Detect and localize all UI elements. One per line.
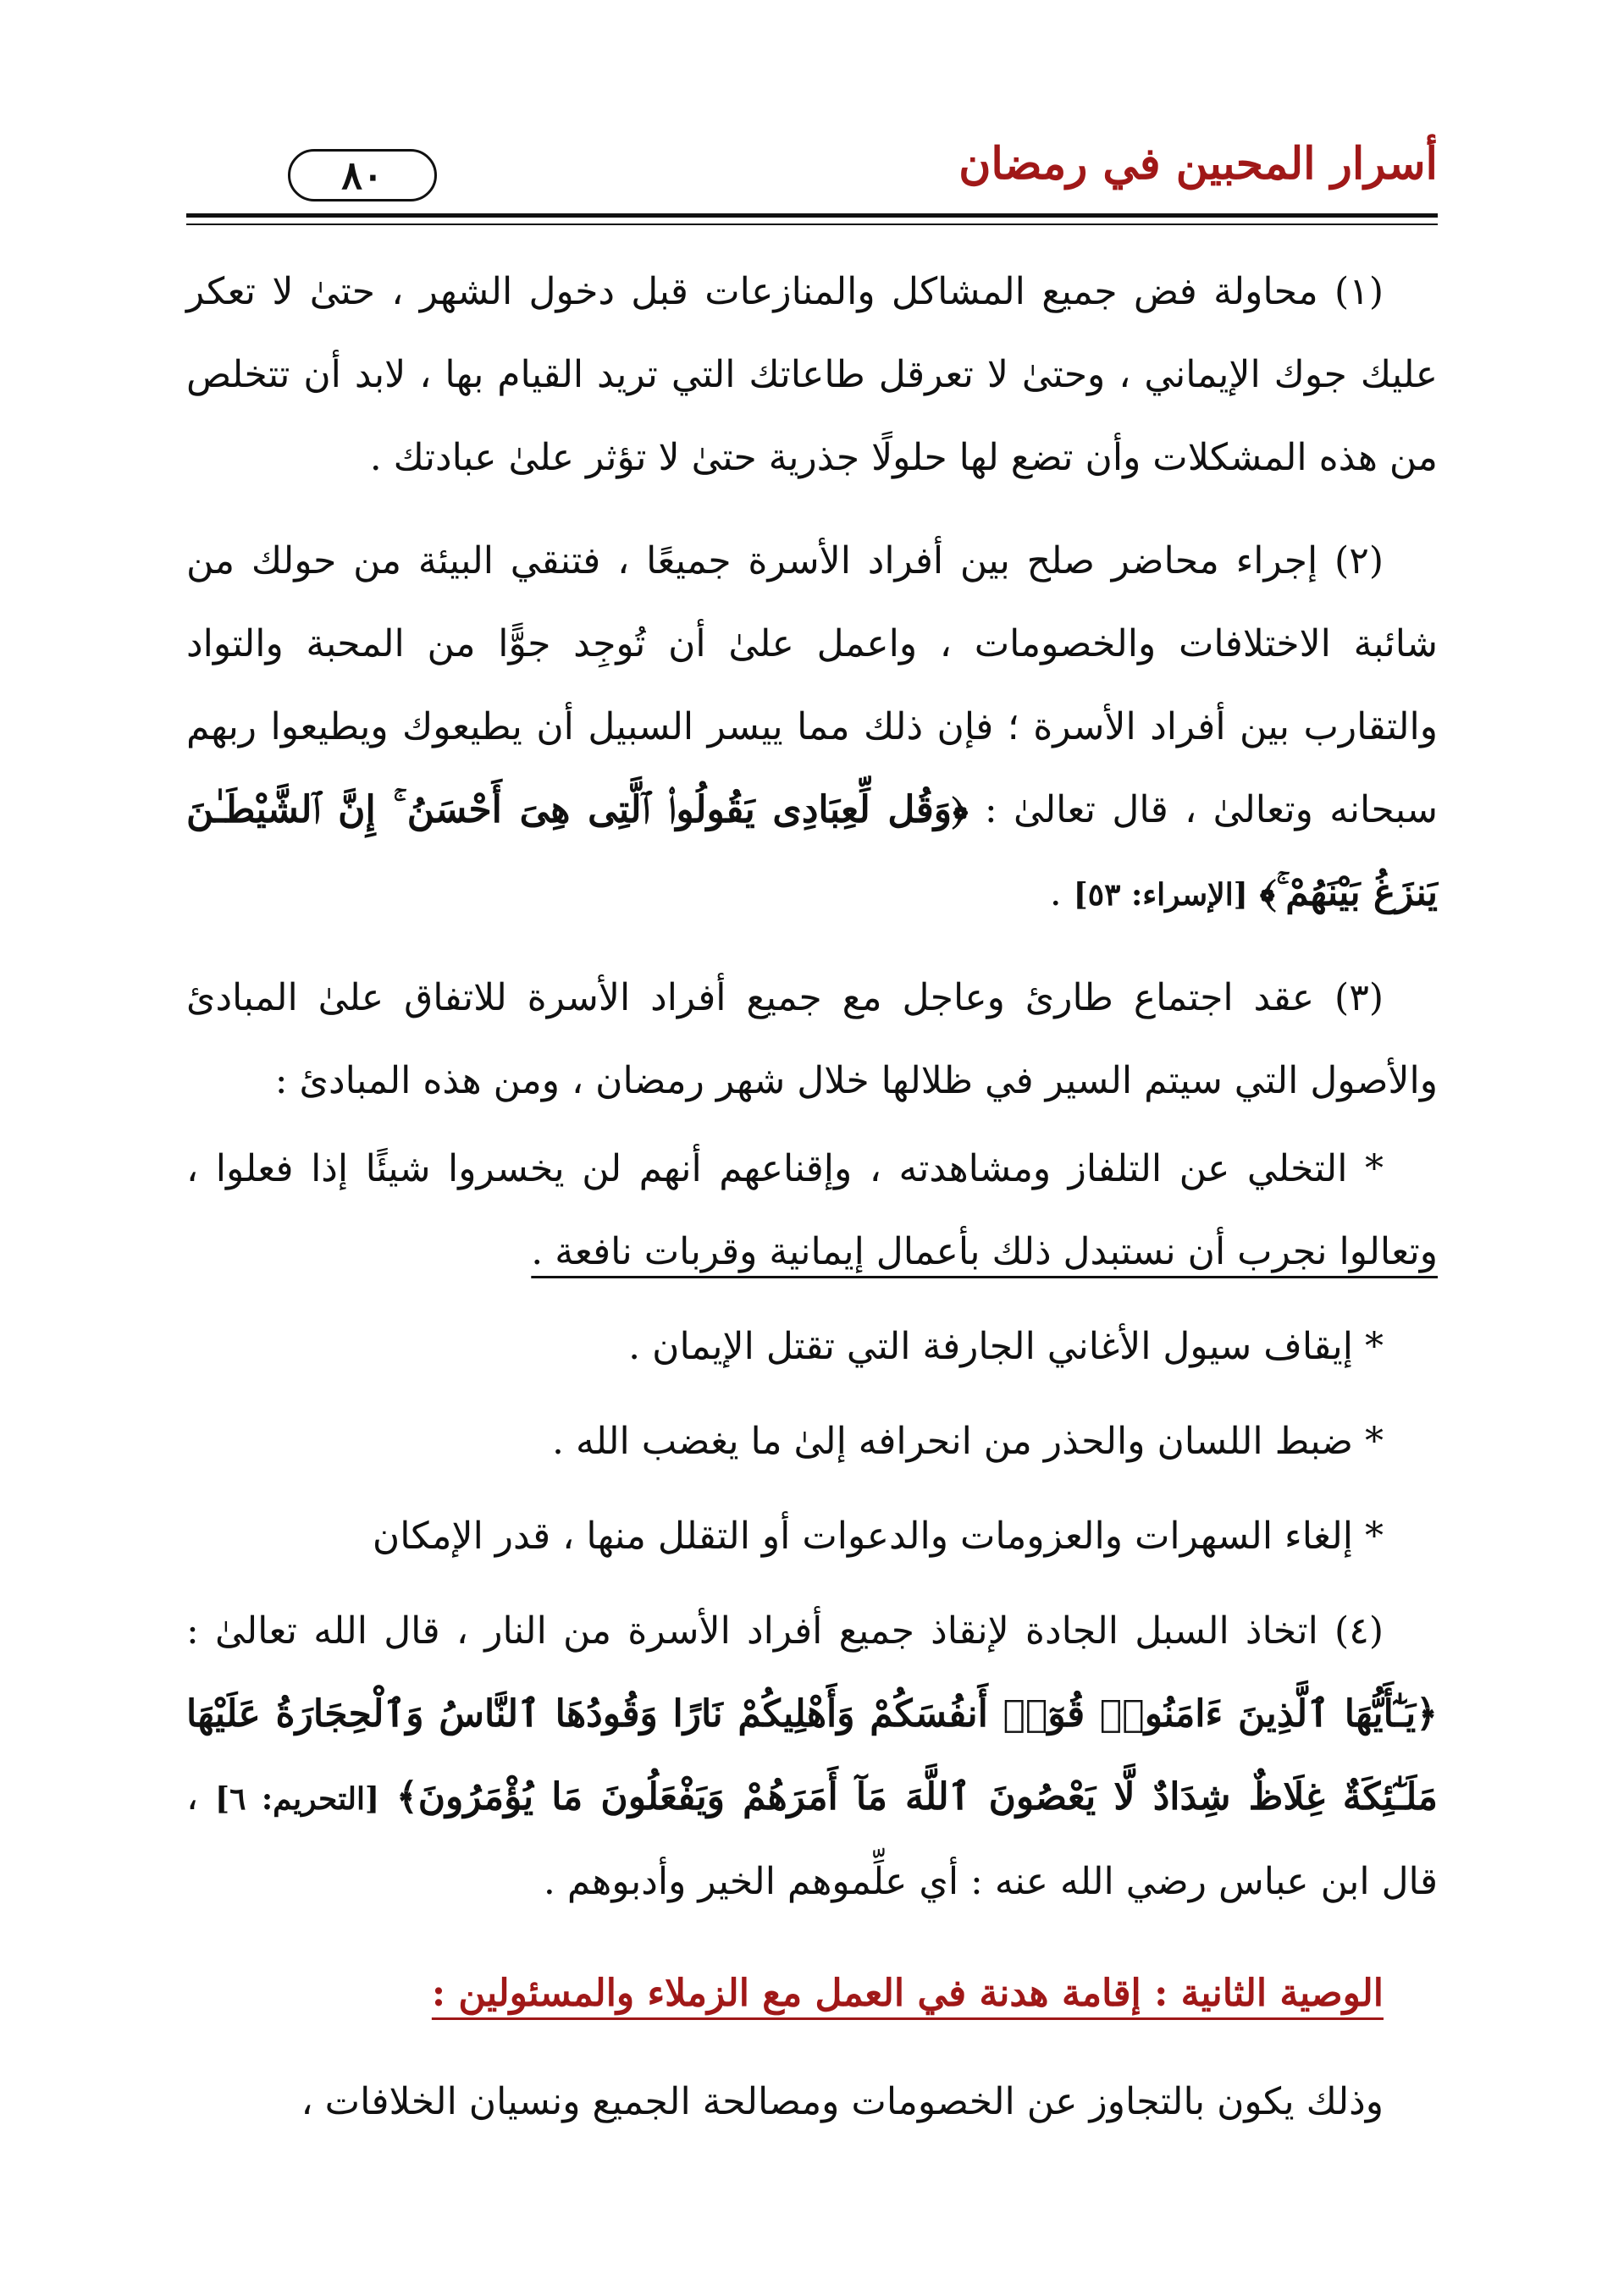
section-heading-text: الوصية الثانية : إقامة هدنة في العمل مع الزملاء والمسئولين : xyxy=(431,1972,1384,2015)
verse-reference-tahrim: [التحريم: ٦] xyxy=(215,1781,380,1817)
paragraph-2 xyxy=(186,520,1438,936)
bullet-item-4: * إلغاء السهرات والعزومات والدعوات أو التقلل منها ، قدر الإمكان xyxy=(372,1515,1384,1558)
page-body xyxy=(186,251,1438,2164)
paragraph-1: (١) محاولة فض جميع المشاكل والمنازعات قبل دخول الشهر ، حتىٰ لا تعكر عليك جوك الإيماني ، وحتىٰ لا تعرقل طاعاتك التي تريد القيام بها ، لابد أن تتخلص من هذه المشكلات وأن تضع لها حلولًا جذرية حتىٰ لا تؤثر علىٰ عبادتك . xyxy=(186,270,1438,479)
verse-reference-isra: [الإسراء: ٥٣] xyxy=(1073,877,1248,913)
quran-verse-isra: ﴿وَقُل لِّعِبَادِى يَقُولُوا۟ ٱلَّتِى هِىَ أَحْسَنُ ۚ إِنَّ ٱلشَّيْطَـٰنَ يَنزَغُ بَيْنَهُمْ ۚ﴾ xyxy=(186,788,1438,914)
bullet-item-3: * ضبط اللسان والحذر من انحرافه إلىٰ ما يغضب الله . xyxy=(551,1420,1384,1463)
header-rule-thick xyxy=(186,213,1438,218)
page-number-badge xyxy=(288,149,437,201)
quran-verse-tahrim: ﴿يَـٰٓأَيُّهَا ٱلَّذِينَ ءَامَنُوا۟ قُوٓا۟ أَنفُسَكُمْ وَأَهْلِيكُمْ نَارًا وَقُودُهَا ٱلنَّاسُ وَٱلْحِجَارَةُ عَلَيْهَا مَلَـٰٓئِكَةٌ غِلَاظٌ شِدَادٌ لَّا يَعْصُونَ ٱللَّهَ مَآ أَمَرَهُمْ وَيَفْعَلُونَ مَا يُؤْمَرُونَ﴾ xyxy=(186,1692,1438,1819)
paragraph-3: (٣) عقد اجتماع طارئ وعاجل مع جميع أفراد الأسرة للاتفاق علىٰ المبادئ والأصول التي سيتم السير في ظلالها خلال شهر رمضان ، ومن هذه المبادئ : xyxy=(186,976,1438,1102)
bullet-item-1 xyxy=(186,1128,1438,1294)
paragraph-5: وذلك يكون بالتجاوز عن الخصومات ومصالحة الجميع ونسيان الخلافات ، xyxy=(301,2080,1384,2123)
bullet-item-1-underlined: وتعالوا نجرب أن نستبدل ذلك بأعمال إيمانية وقربات نافعة . xyxy=(531,1230,1438,1273)
paragraph-4 xyxy=(186,1590,1438,1923)
paragraph-4-tail: ، قال ابن عباس رضي الله عنه : أي علِّموهم الخير وأدبوهم . xyxy=(186,1775,1438,1903)
paragraph-2-end: . xyxy=(1049,871,1062,914)
bullet-item-2: * إيقاف سيول الأغاني الجارفة التي تقتل الإيمان . xyxy=(628,1325,1384,1368)
header-rule-thin xyxy=(186,224,1438,225)
page-number: ٨٠ xyxy=(341,152,384,198)
paragraph-2-text: (٢) إجراء محاضر صلح بين أفراد الأسرة جميعًا ، فتنقي البيئة من حولك من شائبة الاختلافات والخصومات ، واعمل علىٰ أن تُوجِد جوًّا من المحبة والتواد والتقارب بين أفراد الأسرة ؛ فإن ذلك مما ييسر السبيل أن يطيعوك ويطيعوا ربهم سبحانه وتعالىٰ ، قال تعالىٰ : xyxy=(186,539,1438,831)
paragraph-4-text: (٤) اتخاذ السبل الجادة لإنقاذ جميع أفراد الأسرة من النار ، قال الله تعالىٰ : xyxy=(186,1609,1384,1653)
section-heading xyxy=(186,1952,1438,2035)
running-header-title: أسرار المحبين في رمضان xyxy=(958,138,1438,190)
bullet-item-1-text: * التخلي عن التلفاز ومشاهدته ، وإقناعهم أنهم لن يخسروا شيئًا إذا فعلوا ، xyxy=(186,1147,1384,1190)
